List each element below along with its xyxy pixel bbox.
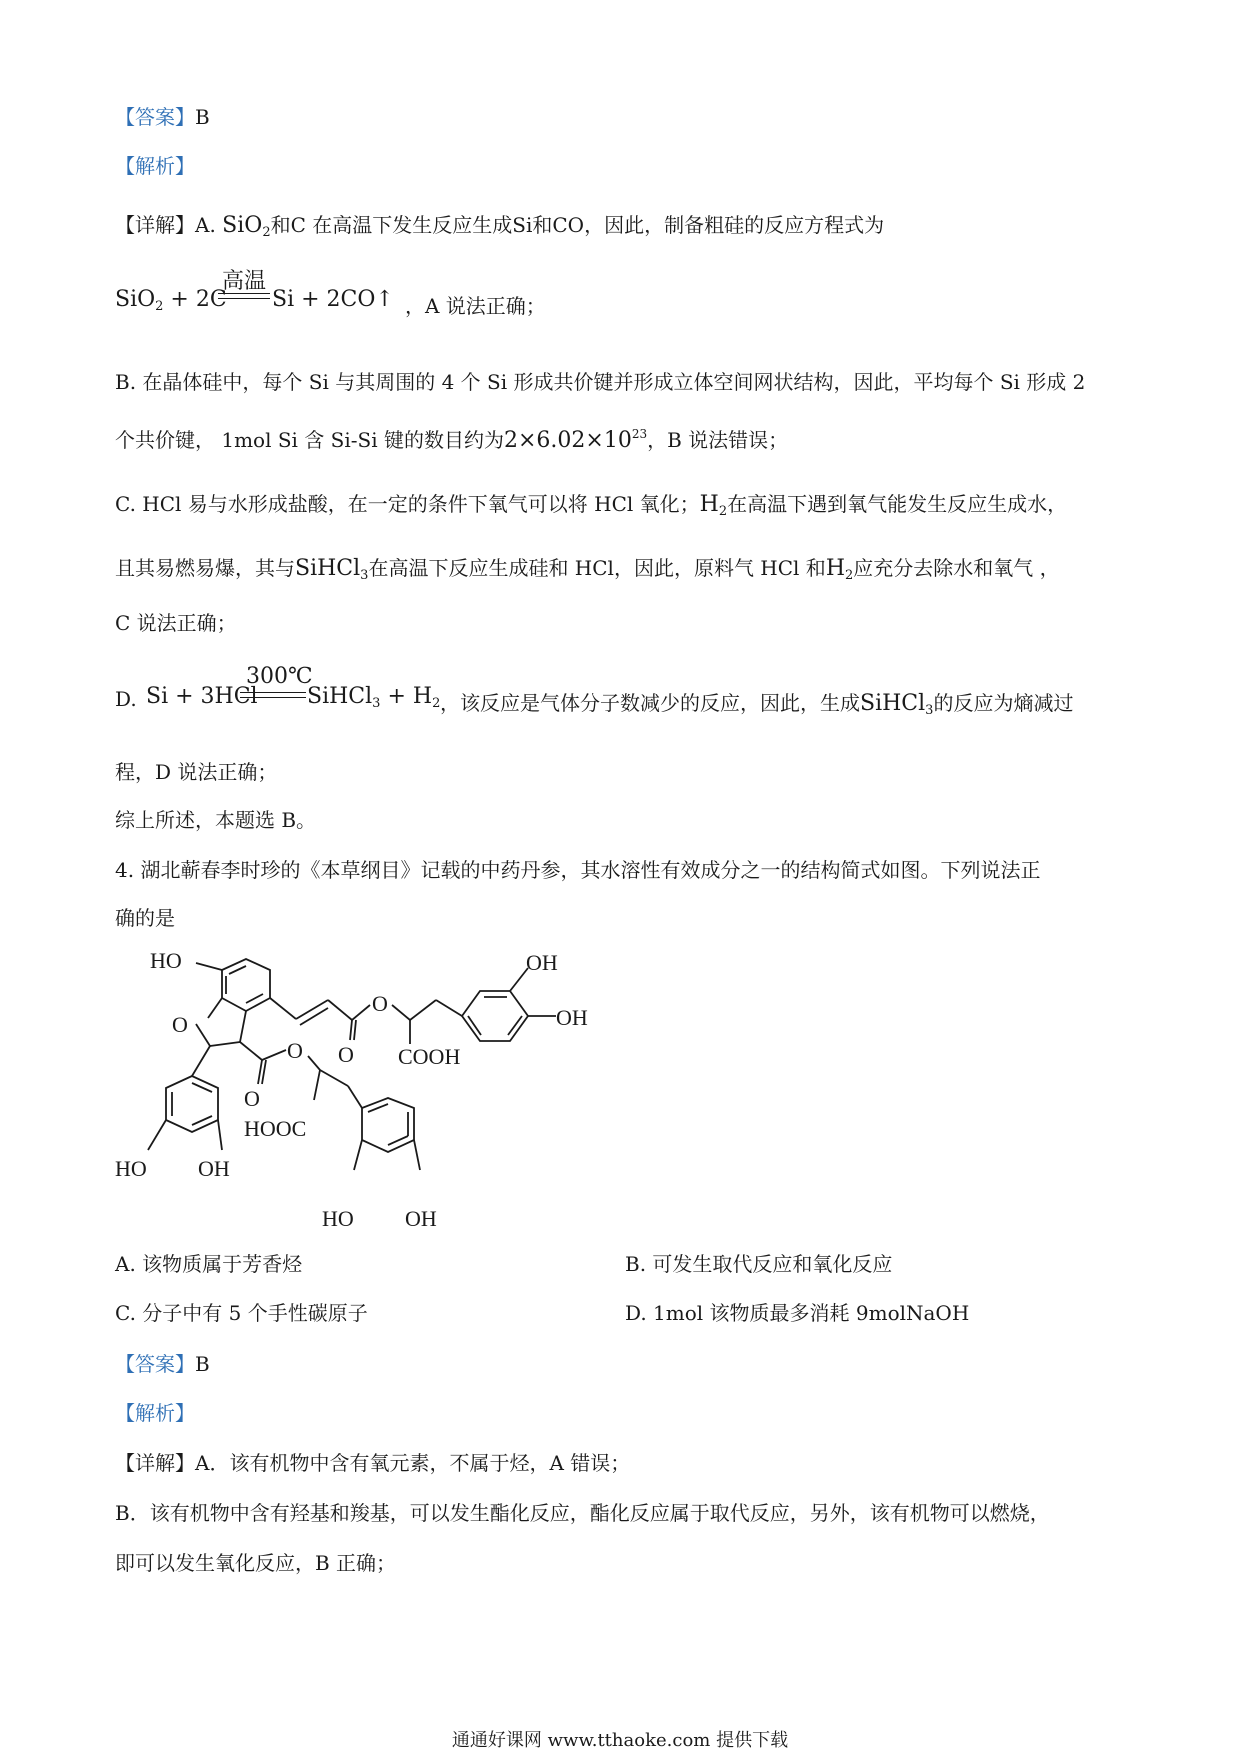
footer-source: 通通好课网 www.tthaoke.com 提供下载: [451, 1730, 789, 1751]
q4-stem-line2: 确的是: [115, 906, 175, 930]
chemical-structure: [100, 935, 620, 1235]
label-o-carbonyl1: O: [338, 1042, 354, 1067]
q4-stem-line1: 4. 湖北蕲春李时珍的《本草纲目》记载的中药丹参，其水溶性有效成分之一的结构简式如图。下列说法正: [115, 858, 1041, 882]
detail-tag: 【详解】: [115, 213, 195, 237]
detail-a-line: 【详解】A. SiO$_2$和C 在高温下发生反应生成Si和CO，因此，制备粗硅的反应方程式为: [115, 213, 885, 240]
detail-d-line2: 程，D 说法正确；: [115, 760, 278, 784]
answer-line: [115, 102, 210, 132]
detail-b-line1: B. 在晶体硅中，每个 Si 与其周围的 4 个 Si 形成共价键并形成立体空间网状结构，因此，平均每个 Si 形成 2: [115, 370, 1086, 394]
label-o-ring: O: [172, 1012, 188, 1037]
detail-c-line2: 且其易燃易爆，其与SiHCl$_3$在高温下反应生成硅和 HCl，因此，原料气 HCl 和$H_2$应充分去除水和氧气 ，: [115, 556, 1060, 583]
reaction-condition: 高温: [222, 269, 267, 294]
option-a: A. 该物质属于芳香烃: [115, 1252, 303, 1276]
label-oh-a: OH: [526, 950, 558, 975]
q4-analysis-tag: 【解析】: [115, 1401, 195, 1425]
label-o-ester1: O: [372, 991, 388, 1016]
answer-tag: 【答案】: [115, 105, 195, 129]
option-c: C. 分子中有 5 个手性碳原子: [115, 1301, 368, 1325]
detail-c-line1: C. HCl 易与水形成盐酸，在一定的条件下氧气可以将 HCl 氧化；$H_2$在高温下遇到氧气能发生反应生成水，: [115, 492, 1068, 519]
label-ho-bottom: HO: [322, 1206, 354, 1231]
q4-detail-b1: B．该有机物中含有羟基和羧基，可以发生酯化反应，酯化反应属于取代反应，另外，该有机物可以燃烧，: [115, 1501, 1050, 1525]
detail-c-line3: C 说法正确；: [115, 611, 237, 635]
q4-answer-line: [115, 1349, 210, 1379]
q4-detail-b2: 即可以发生氧化反应，B 正确；: [115, 1551, 397, 1575]
label-oh-b: OH: [556, 1005, 588, 1030]
option-b: B. 可发生取代反应和氧化反应: [625, 1252, 893, 1276]
label-o-carbonyl2: O: [244, 1086, 260, 1111]
label-o-ester2: O: [287, 1038, 303, 1063]
label-oh-bottom: OH: [405, 1206, 437, 1231]
option-d: D. 1mol 该物质最多消耗 9molNaOH: [625, 1301, 970, 1325]
summary-line: 综上所述，本题选 B。: [115, 808, 317, 832]
double-arrow-line: [218, 293, 270, 299]
q4-detail-a: 【详解】A．该有机物中含有氧元素，不属于烃，A 错误；: [115, 1451, 631, 1475]
label-hooc: HOOC: [244, 1116, 307, 1141]
label-cooh: COOH: [398, 1044, 461, 1069]
label-ho-left: HO: [115, 1156, 147, 1181]
q4-answer-value: B: [195, 1352, 210, 1376]
q4-answer-tag: 【答案】: [115, 1352, 195, 1376]
reaction-condition-d: 300℃: [246, 664, 313, 689]
answer-value: B: [195, 105, 210, 129]
label-oh-left: OH: [198, 1156, 230, 1181]
analysis-tag: 【解析】: [115, 154, 195, 178]
detail-b-line2: 个共价键， 1mol Si 含 Si-Si 键的数目约为$2\times 6.02\times 10^{23}$，B 说法错误；: [115, 427, 789, 453]
label-ho-top: HO: [150, 948, 182, 973]
